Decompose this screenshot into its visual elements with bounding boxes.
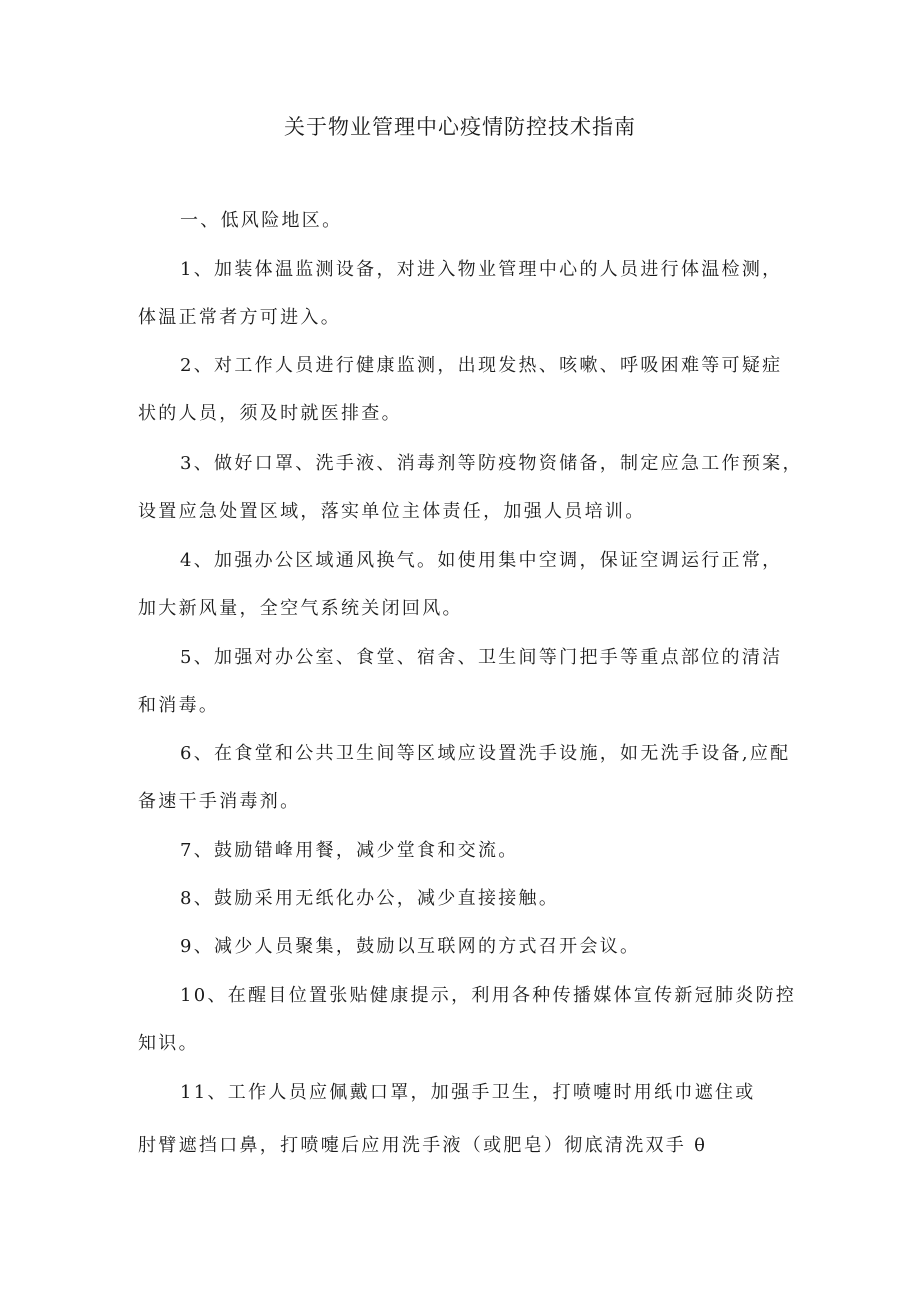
- item-2-line-2: 状的人员，须及时就医排查。: [138, 403, 402, 424]
- item-7-line-1: 7、鼓励错峰用餐，减少堂食和交流。: [180, 840, 519, 861]
- section-heading: 一、低风险地区。: [180, 210, 343, 231]
- item-10-line-1: 10、在醒目位置张贴健康提示，利用各种传播媒体宣传新冠肺炎防控: [180, 985, 797, 1006]
- item-6-line-1: 6、在食堂和公共卫生间等区域应设置洗手设施，如无洗手设备,应配: [180, 743, 791, 764]
- item-9-line-1: 9、减少人员聚集，鼓励以互联网的方式召开会议。: [180, 936, 641, 957]
- item-11-line-1: 11、工作人员应佩戴口罩，加强手卫生，打喷嚏时用纸巾遮住或: [180, 1082, 756, 1103]
- item-4-line-1: 4、加强办公区域通风换气。如使用集中空调，保证空调运行正常，: [180, 550, 783, 571]
- item-6-line-2: 备速干手消毒剂。: [138, 791, 301, 812]
- item-11-line-2: 肘臂遮挡口鼻，打喷嚏后应用洗手液（或肥皂）彻底清洗双手 θ: [138, 1135, 708, 1156]
- item-5-line-1: 5、加强对办公室、食堂、宿舍、卫生间等门把手等重点部位的清洁: [180, 647, 783, 668]
- item-2-line-1: 2、对工作人员进行健康监测，出现发热、咳嗽、呼吸困难等可疑症: [180, 355, 783, 376]
- document-title: 关于物业管理中心疫情防控技术指南: [284, 115, 636, 139]
- item-1-line-1: 1、加装体温监测设备，对进入物业管理中心的人员进行体温检测，: [180, 259, 783, 280]
- item-5-line-2: 和消毒。: [138, 695, 220, 716]
- item-3-line-2: 设置应急处置区域，落实单位主体责任，加强人员培训。: [138, 501, 646, 522]
- item-1-line-2: 体温正常者方可进入。: [138, 307, 341, 328]
- item-4-line-2: 加大新风量，全空气系统关闭回风。: [138, 598, 463, 619]
- item-3-line-1: 3、做好口罩、洗手液、消毒剂等防疫物资储备，制定应急工作预案，: [180, 453, 803, 474]
- item-8-line-1: 8、鼓励采用无纸化办公，减少直接接触。: [180, 888, 560, 909]
- item-10-line-2: 知识。: [138, 1033, 199, 1054]
